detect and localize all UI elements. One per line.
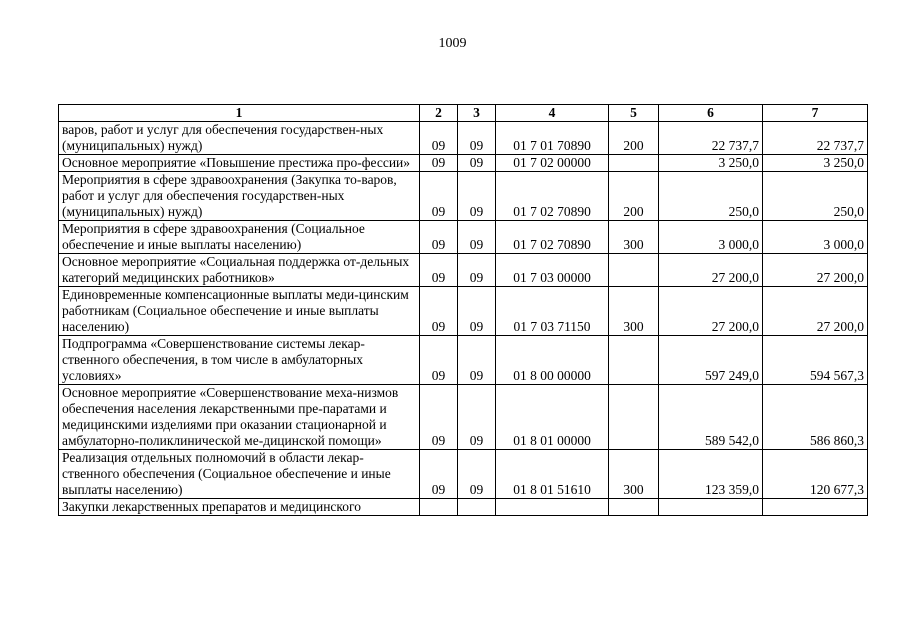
row-amount-6: 3 000,0 <box>659 221 763 254</box>
row-amount-7: 250,0 <box>763 172 868 221</box>
row-name: Подпрограмма «Совершенствование системы лекар-ственного обеспечения, в том числе в амбулаторных условиях» <box>59 336 420 385</box>
col-header-2: 2 <box>420 105 458 122</box>
row-expense-type <box>609 499 659 516</box>
row-subsection: 09 <box>458 450 496 499</box>
row-name: Мероприятия в сфере здравоохранения (Закупка то-варов, работ и услуг для обеспечения государствен-ных (муниципальных) нужд) <box>59 172 420 221</box>
row-amount-6: 22 737,7 <box>659 122 763 155</box>
row-expense-type: 200 <box>609 122 659 155</box>
table-row <box>59 385 868 450</box>
row-name: варов, работ и услуг для обеспечения государствен-ных (муниципальных) нужд) <box>59 122 420 155</box>
row-expense-type: 200 <box>609 172 659 221</box>
row-amount-7: 27 200,0 <box>763 254 868 287</box>
row-subsection <box>458 499 496 516</box>
row-name: Единовременные компенсационные выплаты меди-цинским работникам (Социальное обеспечение и иные выплаты населению) <box>59 287 420 336</box>
row-target-code: 01 7 01 70890 <box>496 122 609 155</box>
row-subsection: 09 <box>458 287 496 336</box>
row-amount-6: 250,0 <box>659 172 763 221</box>
row-amount-7: 3 000,0 <box>763 221 868 254</box>
header-row <box>59 105 868 122</box>
col-header-1: 1 <box>59 105 420 122</box>
row-section: 09 <box>420 450 458 499</box>
row-section: 09 <box>420 172 458 221</box>
table-row <box>59 450 868 499</box>
row-subsection: 09 <box>458 155 496 172</box>
page-number: 1009 <box>438 36 467 51</box>
row-section: 09 <box>420 336 458 385</box>
table-row <box>59 499 868 516</box>
row-amount-6: 123 359,0 <box>659 450 763 499</box>
table-row <box>59 336 868 385</box>
table-row <box>59 221 868 254</box>
table-row <box>59 155 868 172</box>
row-amount-7: 586 860,3 <box>763 385 868 450</box>
col-header-5: 5 <box>609 105 659 122</box>
table-row <box>59 172 868 221</box>
table-row <box>59 287 868 336</box>
col-header-3: 3 <box>458 105 496 122</box>
row-section: 09 <box>420 155 458 172</box>
row-expense-type: 300 <box>609 221 659 254</box>
row-section: 09 <box>420 221 458 254</box>
row-name: Мероприятия в сфере здравоохранения (Социальное обеспечение и иные выплаты населению) <box>59 221 420 254</box>
row-section: 09 <box>420 287 458 336</box>
row-target-code: 01 7 03 71150 <box>496 287 609 336</box>
table-row <box>59 254 868 287</box>
row-expense-type <box>609 385 659 450</box>
row-subsection: 09 <box>458 172 496 221</box>
row-expense-type <box>609 336 659 385</box>
row-expense-type: 300 <box>609 287 659 336</box>
row-amount-7: 594 567,3 <box>763 336 868 385</box>
budget-table <box>58 104 868 516</box>
row-expense-type: 300 <box>609 450 659 499</box>
col-header-7: 7 <box>763 105 868 122</box>
row-section: 09 <box>420 254 458 287</box>
row-target-code: 01 7 02 70890 <box>496 221 609 254</box>
row-name: Реализация отдельных полномочий в области лекар-ственного обеспечения (Социальное обеспечение и иные выплаты населению) <box>59 450 420 499</box>
row-amount-6: 3 250,0 <box>659 155 763 172</box>
row-name: Основное мероприятие «Повышение престижа про-фессии» <box>59 155 420 172</box>
row-expense-type <box>609 155 659 172</box>
row-subsection: 09 <box>458 254 496 287</box>
row-target-code: 01 8 00 00000 <box>496 336 609 385</box>
row-amount-7: 120 677,3 <box>763 450 868 499</box>
row-target-code <box>496 499 609 516</box>
row-amount-7: 22 737,7 <box>763 122 868 155</box>
row-section: 09 <box>420 122 458 155</box>
row-name: Основное мероприятие «Социальная поддержка от-дельных категорий медицинских работников» <box>59 254 420 287</box>
col-header-6: 6 <box>659 105 763 122</box>
row-target-code: 01 7 02 00000 <box>496 155 609 172</box>
row-amount-7: 27 200,0 <box>763 287 868 336</box>
row-amount-6: 27 200,0 <box>659 287 763 336</box>
row-amount-6: 27 200,0 <box>659 254 763 287</box>
row-target-code: 01 7 03 00000 <box>496 254 609 287</box>
row-subsection: 09 <box>458 336 496 385</box>
row-amount-7: 3 250,0 <box>763 155 868 172</box>
row-section: 09 <box>420 385 458 450</box>
row-target-code: 01 7 02 70890 <box>496 172 609 221</box>
row-amount-6: 589 542,0 <box>659 385 763 450</box>
row-name: Основное мероприятие «Совершенствование меха-низмов обеспечения населения лекарственными пре-паратами и медицинскими изделиями при оказании стационарной и амбулаторно-поликлинической ме-дицинской помощи» <box>59 385 420 450</box>
row-expense-type <box>609 254 659 287</box>
row-amount-7 <box>763 499 868 516</box>
row-name: Закупки лекарственных препаратов и медицинского <box>59 499 420 516</box>
row-amount-6 <box>659 499 763 516</box>
row-target-code: 01 8 01 51610 <box>496 450 609 499</box>
table-row <box>59 122 868 155</box>
row-subsection: 09 <box>458 122 496 155</box>
row-subsection: 09 <box>458 385 496 450</box>
row-section <box>420 499 458 516</box>
row-amount-6: 597 249,0 <box>659 336 763 385</box>
col-header-4: 4 <box>496 105 609 122</box>
row-subsection: 09 <box>458 221 496 254</box>
row-target-code: 01 8 01 00000 <box>496 385 609 450</box>
